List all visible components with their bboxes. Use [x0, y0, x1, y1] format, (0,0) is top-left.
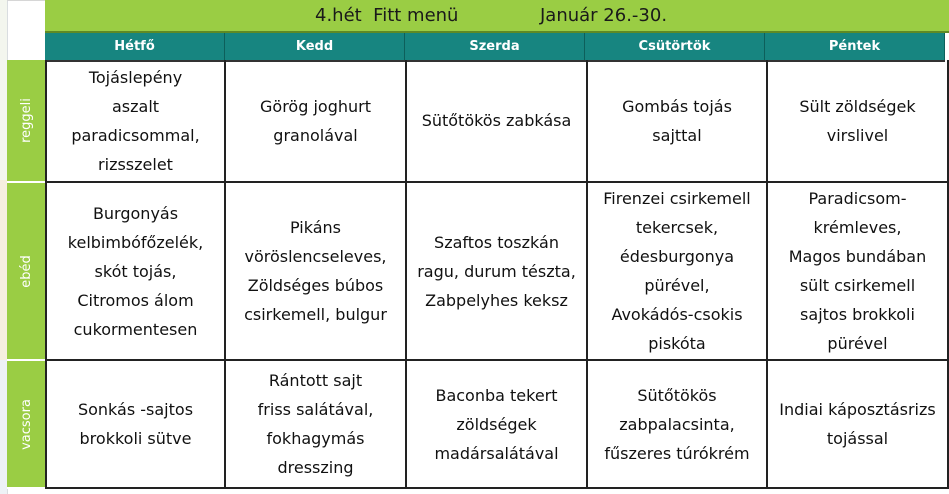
day-header-csutortok: Csütörtök — [585, 33, 765, 60]
menu-line: zöldségek — [456, 414, 537, 434]
menu-line: Avokádós-csokis — [611, 305, 743, 324]
menu-cell-reggeli-pentek[interactable] — [768, 60, 949, 183]
menu-line: Baconba tekert — [435, 385, 558, 405]
menu-line: paradicsommal, — [71, 125, 200, 145]
menu-line: rizsszelet — [98, 154, 173, 174]
sheet-gridline — [7, 0, 45, 1]
menu-cell-reggeli-kedd[interactable] — [226, 60, 407, 183]
menu-line: Tojáslepény — [88, 67, 183, 87]
menu-cell-text — [258, 366, 374, 482]
menu-line: friss salátával, — [257, 400, 374, 419]
menu-line: granolával — [273, 125, 358, 145]
menu-line: brokkoli sütve — [79, 429, 192, 448]
menu-cell-ebed-kedd[interactable] — [226, 183, 407, 361]
menu-line: Paradicsom- — [808, 189, 907, 208]
meal-label-vacsora — [7, 361, 45, 489]
menu-cell-text — [799, 92, 915, 150]
menu-line: virslivel — [826, 125, 889, 145]
menu-cell-ebed-csutortok[interactable] — [588, 183, 768, 361]
menu-line: piskóta — [648, 334, 706, 353]
menu-line: skót tojás, — [94, 261, 177, 281]
menu-line: Görög joghurt — [260, 96, 371, 116]
menu-cell-reggeli-hetfo[interactable] — [45, 60, 226, 183]
meal-label-reggeli — [7, 60, 45, 183]
menu-line: Citromos álom — [77, 290, 194, 310]
menu-line: Magos bundában — [788, 247, 927, 266]
menu-cell-vacsora-csutortok[interactable] — [588, 361, 768, 489]
menu-cell-text — [422, 106, 572, 135]
menu-cell-text — [260, 92, 371, 150]
menu-cell-reggeli-csutortok[interactable] — [588, 60, 768, 183]
meal-label-text: reggeli — [18, 98, 34, 143]
menu-line: vöröslencseleves, — [244, 247, 387, 266]
menu-cell-ebed-hetfo[interactable] — [45, 183, 226, 361]
menu-line: Burgonyás — [92, 203, 179, 223]
day-header-pentek: Péntek — [765, 33, 945, 60]
meal-label-ebed — [7, 183, 45, 361]
menu-line: Sütőtökös — [637, 385, 717, 405]
menu-line: Szaftos toszkán — [434, 232, 559, 252]
menu-cell-ebed-szerda[interactable] — [407, 183, 588, 361]
menu-line: Gombás tojás — [622, 96, 732, 116]
menu-line: cukormentesen — [73, 319, 198, 339]
menu-cell-text — [622, 92, 732, 150]
day-header-row — [45, 33, 945, 62]
menu-line: tojással — [826, 429, 889, 448]
menu-cell-text — [779, 395, 935, 453]
menu-cell-text — [78, 395, 193, 453]
menu-cell-text — [603, 184, 750, 358]
menu-line: madársalátával — [434, 443, 559, 463]
menu-line: pürével, — [644, 276, 710, 295]
menu-cell-vacsora-pentek[interactable] — [768, 361, 949, 489]
day-header-kedd: Kedd — [225, 33, 405, 60]
menu-line: Sütőtökös zabkása — [421, 111, 572, 130]
menu-line: Indiai káposztásrizs — [779, 400, 936, 419]
menu-line: Firenzei csirkemell — [603, 189, 751, 208]
meal-label-text: ebéd — [18, 254, 34, 288]
menu-line: sajtos brokkoli — [800, 305, 915, 324]
week-title: 4.hét Fitt menü — [315, 5, 459, 26]
menu-cell-text — [789, 184, 926, 358]
menu-cell-text — [417, 228, 576, 315]
menu-cell-text — [244, 213, 387, 329]
menu-line: krémleves, — [813, 218, 902, 237]
menu-line: Sonkás -sajtos — [77, 400, 194, 419]
day-header-hetfo: Hétfő — [45, 33, 225, 60]
menu-cell-vacsora-kedd[interactable] — [226, 361, 407, 489]
menu-cell-text — [71, 63, 199, 179]
menu-line: Sült zöldségek — [799, 96, 916, 116]
menu-line: édesburgonya — [619, 247, 735, 266]
menu-line: fokhagymás — [266, 429, 365, 448]
menu-line: zabpalacsinta, — [619, 414, 735, 434]
date-range: Január 26.-30. — [540, 5, 668, 26]
menu-cell-vacsora-szerda[interactable] — [407, 361, 588, 489]
menu-line: csirkemell, bulgur — [244, 305, 387, 324]
menu-line: sajttal — [652, 125, 702, 145]
menu-line: pürével — [827, 334, 888, 353]
menu-cell-text — [68, 199, 203, 344]
menu-line: aszalt — [111, 96, 160, 116]
menu-cell-text — [434, 381, 558, 468]
menu-line: ragu, durum tészta, — [417, 261, 576, 281]
menu-line: Zabpelyhes keksz — [425, 290, 568, 310]
meal-label-text: vacsora — [18, 398, 34, 450]
menu-line: Pikáns — [289, 218, 341, 237]
menu-cell-ebed-pentek[interactable] — [768, 183, 949, 361]
menu-line: Zöldséges búbos — [247, 276, 384, 295]
menu-cell-vacsora-hetfo[interactable] — [45, 361, 226, 489]
menu-line: tekercsek, — [635, 218, 719, 237]
title-bar — [45, 0, 949, 33]
menu-cell-text — [604, 381, 749, 468]
menu-line: dresszing — [277, 458, 354, 477]
menu-line: Rántott sajt — [268, 371, 363, 390]
menu-line: kelbimbófőzelék, — [67, 232, 204, 252]
menu-line: sült csirkemell — [799, 276, 916, 295]
menu-line: fűszeres túrókrém — [604, 443, 750, 463]
menu-cell-reggeli-szerda[interactable] — [407, 60, 588, 183]
day-header-szerda: Szerda — [405, 33, 585, 60]
